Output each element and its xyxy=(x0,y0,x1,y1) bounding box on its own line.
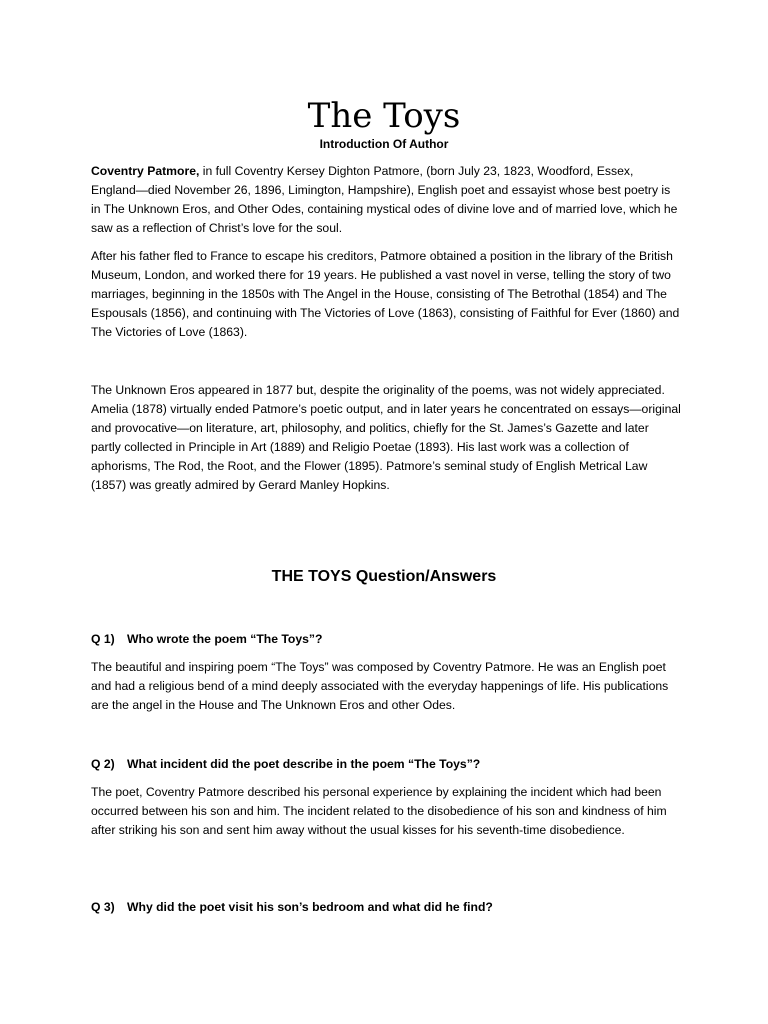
question-number: Q 1) xyxy=(91,632,115,646)
answer-1: The beautiful and inspiring poem “The Toys” was composed by Coventry Patmore. He was an English poet and had a religious bend of a mind deeply associated with the everyday happenings of life. His publications are the angel in the House and The Unknown Eros and other Odes. xyxy=(91,660,669,712)
author-name: Coventry Patmore, xyxy=(91,164,200,178)
question-text: Why did the poet visit his son’s bedroom and what did he find? xyxy=(127,900,493,914)
question-number: Q 2) xyxy=(91,757,115,771)
biography-paragraph: After his father fled to France to escape his creditors, Patmore obtained a position in the library of the British Museum, London, and worked there for 19 years. He published a vast novel in verse, telling the story of two marriages, beginning in the 1850s with The Angel in the House, consisting of The Betrothal (1854) and The Espousals (1856), and continuing with The Victories of Love (1863), consisting of Faithful for Ever (1860) and The Victories of Love (1863). xyxy=(91,249,680,339)
question-2 xyxy=(91,755,681,773)
answer-2: The poet, Coventry Patmore described his personal experience by explaining the incident which had been occurred between his son and him. The incident related to the disobedience of his son and kindness of him after striking his son and sent him away without the usual kisses for his seventh-time disobedience. xyxy=(91,785,667,837)
document-title: The Toys xyxy=(307,96,461,136)
qa-section-title: THE TOYS Question/Answers xyxy=(271,568,497,585)
question-number: Q 3) xyxy=(91,900,115,914)
question-text: Who wrote the poem “The Toys”? xyxy=(127,632,323,646)
question-1 xyxy=(91,630,681,648)
works-paragraph: The Unknown Eros appeared in 1877 but, despite the originality of the poems, was not widely appreciated. Amelia (1878) virtually ended Patmore’s poetic output, and in later years he concentrated on essays—original and provocative—on literature, art, philosophy, and politics, chiefly for the St. James’s Gazette and later partly collected in Principle in Art (1889) and Religio Poetae (1893). His last work was a collection of aphorisms, The Rod, the Root, and the Flower (1895). Patmore’s seminal study of English Metrical Law (1857) was greatly admired by Gerard Manley Hopkins. xyxy=(91,383,681,492)
intro-text: in full Coventry Kersey Dighton Patmore, (born July 23, 1823, Woodford, Essex, England—died November 26, 1896, Limington, Hampshire), English poet and essayist whose best poetry is in The Unknown Eros, and Other Odes, containing mystical odes of divine love and of married love, which he saw as a reflection of Christ’s love for the soul. xyxy=(91,164,678,235)
intro-paragraph xyxy=(91,162,681,238)
question-text: What incident did the poet describe in the poem “The Toys”? xyxy=(127,757,481,771)
document-subtitle: Introduction Of Author xyxy=(319,137,449,151)
question-3 xyxy=(91,898,681,916)
